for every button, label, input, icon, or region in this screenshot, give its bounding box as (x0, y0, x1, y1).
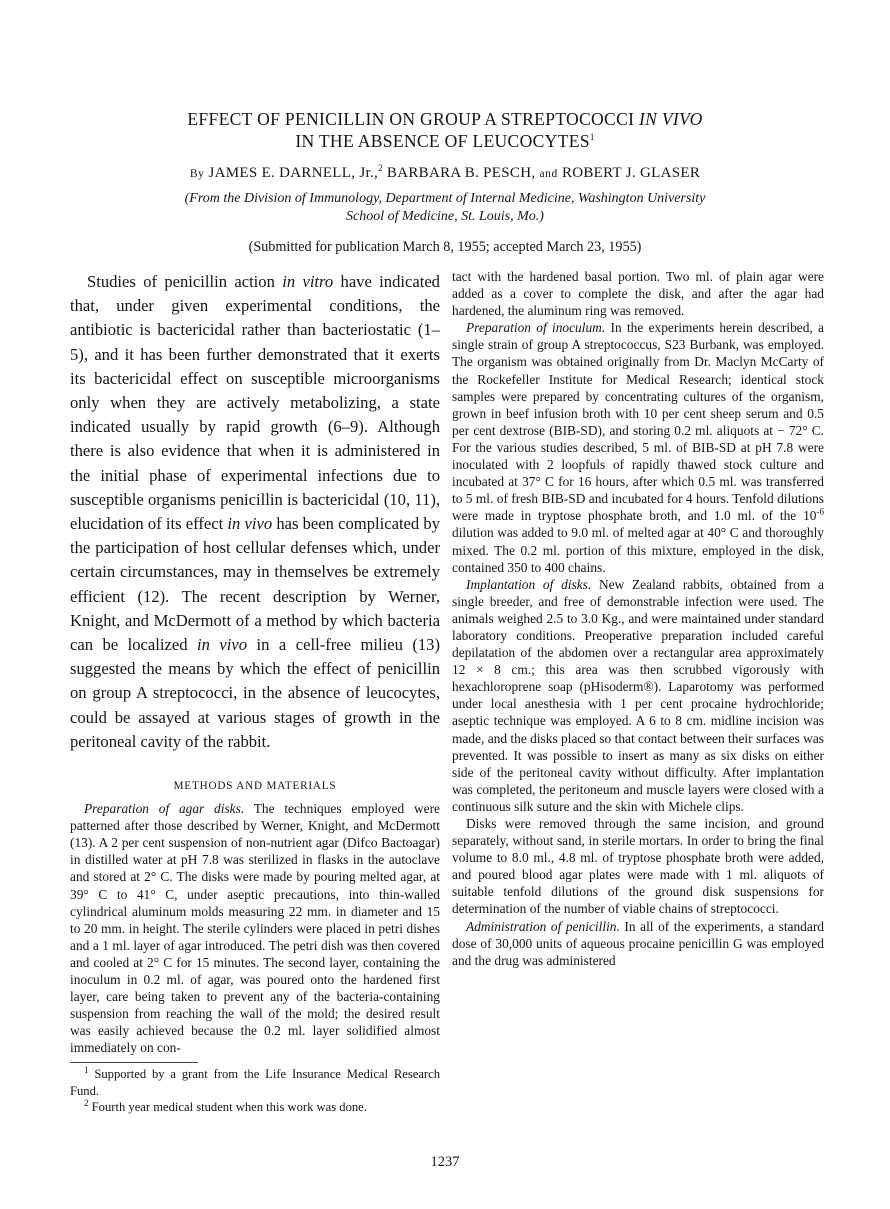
footnote-1 (70, 1066, 440, 1098)
intro-text: in a cell-free milieu (13) suggested the means by which the effect of penicillin on group A streptococci, in the absence of leucocytes, could be assayed at various stages of growth in the peritoneal cavity of the rabbit. (70, 635, 441, 751)
introduction (70, 270, 440, 754)
inoculum-text-continued: dilution was added to 9.0 ml. of melted agar at 40° C and thoroughly mixed. The 0.2 ml. portion of this mixture, employed in the disk, contained 350 to 400 chains. (452, 525, 824, 575)
affiliation-line-2: School of Medicine, St. Louis, Mo.) (346, 209, 544, 224)
methods-body-left (70, 800, 440, 1056)
left-column (70, 268, 440, 1115)
intro-italic: in vitro (282, 272, 334, 291)
footnote-divider (70, 1062, 198, 1063)
submission-dates: (Submitted for publication March 8, 1955; accepted March 23, 1955) (248, 239, 642, 255)
page-number: 1237 (430, 1154, 460, 1170)
intro-paragraph (70, 270, 440, 754)
footnote-2 (70, 1099, 440, 1115)
intro-text: has been complicated by the participation of host cellular defenses which, under certain circumstances, may in themselves be extremely efficient (12). The recent description by Werner, Knight, and McDermott of a method by which bacteria can be localized (70, 514, 440, 655)
inoculum-paragraph (452, 319, 824, 575)
intro-text: have indicated that, under given experimental conditions, the antibiotic is bactericidal rather than bacteriostatic (1–5), and it has been further demonstrated that it exerts its bactericidal effect on susceptible microorganisms only when they are actively metabolizing, a state indicated usually by rapid growth (6–9). Although there is also evidence that when it is administered in the initial phase of experimental infections due to susceptible organisms penicillin is bactericidal (10, 11), elucidation of its effect (70, 272, 440, 534)
agar-paragraph (70, 800, 440, 1056)
intro-italic: in vivo (227, 514, 273, 534)
right-column (452, 268, 824, 969)
disk-removal-paragraph: Disks were removed through the same incision, and ground separately, without sand, in sterile mortars. In order to bring the final volume to 8.0 ml., 4.8 ml. of tryptose phosphate broth were added, and poured blood agar plates were made with 1 ml. aliquots of suitable tenfold dilutions of the ground disk suspensions for determination of the number of viable chains of streptococci. (452, 816, 824, 917)
inoculum-subheading: Preparation of inoculum. (466, 320, 606, 336)
author-1: JAMES E. DARNELL, Jr., (208, 165, 379, 181)
implantation-subheading: Implantation of disks. (466, 576, 592, 592)
footnote-1-marker: 1 (84, 1065, 89, 1076)
implantation-paragraph (452, 576, 824, 815)
author-3: ROBERT J. GLASER (561, 165, 701, 181)
article-title-line-2 (95, 130, 795, 152)
intro-text: Studies of penicillin action (87, 272, 275, 291)
intro-italic: in vivo (197, 635, 248, 655)
title-text-line-2: IN THE ABSENCE OF LEUCOCYTES (295, 131, 590, 151)
title-text-italic: IN VIVO (638, 109, 703, 129)
dilution-exponent: -6 (816, 506, 824, 517)
agar-text: The techniques employed were patterned after those described by Werner, Knight, and McDermott (13). A 2 per cent suspension of non-nutrient agar (Difco Bactoagar) in distilled water at pH 7.8 was sterilized in flasks in the autoclave and stored at 2° C. The disks were made by pouring melted agar, at 39° C to 41° C, under aseptic precautions, into thin-walled cylindrical aluminum molds measuring 22 mm. in diameter and 15 to 20 mm. in height. The sterile cylinders were placed in petri dishes and a 1 ml. layer of agar introduced. The petri dish was then covered and cooled at 2° C for 15 minutes. The second layer, containing the inoculum in 0.2 ml. of agar, was poured onto the hardened first layer, care being taken to prevent any of the bacteria-containing suspension from reaching the wall of the mold; the desired result was easily achieved because the 0.2 ml. layer solidified almost immediately on con- (70, 801, 440, 1056)
author-1-footnote-marker: 2 (378, 163, 383, 173)
administration-paragraph (452, 918, 824, 969)
inoculum-text: In the experiments herein described, a single strain of group A streptococcus, S23 Burbank, was employed. The organism was obtained originally from Dr. Maclyn McCarty of the Rockefeller Institute for Medical Research; identical stock samples were prepared by concentrating cultures of the organism, grown in beef infusion broth with 10 per cent sheep serum and 0.5 per cent dextrose (BIB-SD), and storing 0.2 ml. aliquots at − 72° C. For the various studies described, 5 ml. of BIB-SD at pH 7.8 were inoculated with 2 loopfuls of rapidly thawed stock culture and incubated at 37° C for 16 hours, after which 0.5 ml. was transferred to 5 ml. of fresh BIB-SD and incubated for 4 hours. Tenfold dilutions were made in tryptose phosphate broth, and 1.0 ml. of the 10 (452, 320, 824, 524)
footnote-2-text: Fourth year medical student when this work was done. (91, 1099, 367, 1114)
article-title-line-1 (95, 108, 795, 130)
administration-text: In all of the experiments, a standard dose of 30,000 units of aqueous procaine penicillin G was employed and the drug was administered (452, 918, 824, 968)
by-word: By (189, 168, 205, 180)
title-footnote-marker: 1 (589, 132, 595, 143)
footnotes (70, 1066, 440, 1115)
footnote-1-text: Supported by a grant from the Life Insurance Medical Research Fund. (70, 1067, 440, 1098)
author-2: BARBARA B. PESCH, (386, 165, 536, 181)
affiliation-line-1: (From the Division of Immunology, Department of Internal Medicine, Washington University (184, 191, 706, 206)
implantation-text: New Zealand rabbits, obtained from a single breeder, and free of demonstrable infection were used. The animals weighed 2.5 to 3.0 Kg., and were maintained under standard laboratory conditions. Preoperative preparation included careful depilatation of the abdomen over a rectangular area approximately 12 × 8 cm.; this area was then scrubbed vigorously with hexachloroprene soap (pHisoderm®). Laparotomy was performed under local anesthesia with 1 per cent procaine hydrochloride; aseptic technique was employed. A 6 to 8 cm. midline incision was made, and the disks placed so that contact between their surfaces was prevented. It was possible to insert as many as six disks on either side of the peritoneal cavity without difficulty. After implantation was completed, the peritoneum and muscle layers were closed with a continuous silk suture and the skin with Michele clips. (452, 576, 824, 814)
and-word: and (539, 168, 558, 180)
continued-paragraph: tact with the hardened basal portion. Two ml. of plain agar were added as a cover to complete the disk, and after the agar had hardened, the aluminum ring was removed. (452, 269, 824, 319)
section-heading: METHODS AND MATERIALS (173, 780, 337, 793)
author-byline (95, 165, 795, 182)
title-text-roman: EFFECT OF PENICILLIN ON GROUP A STREPTOCOCCI (187, 109, 635, 129)
administration-subheading: Administration of penicillin. (466, 918, 620, 934)
footnote-2-marker: 2 (84, 1097, 89, 1108)
agar-subheading: Preparation of agar disks. (84, 801, 245, 817)
